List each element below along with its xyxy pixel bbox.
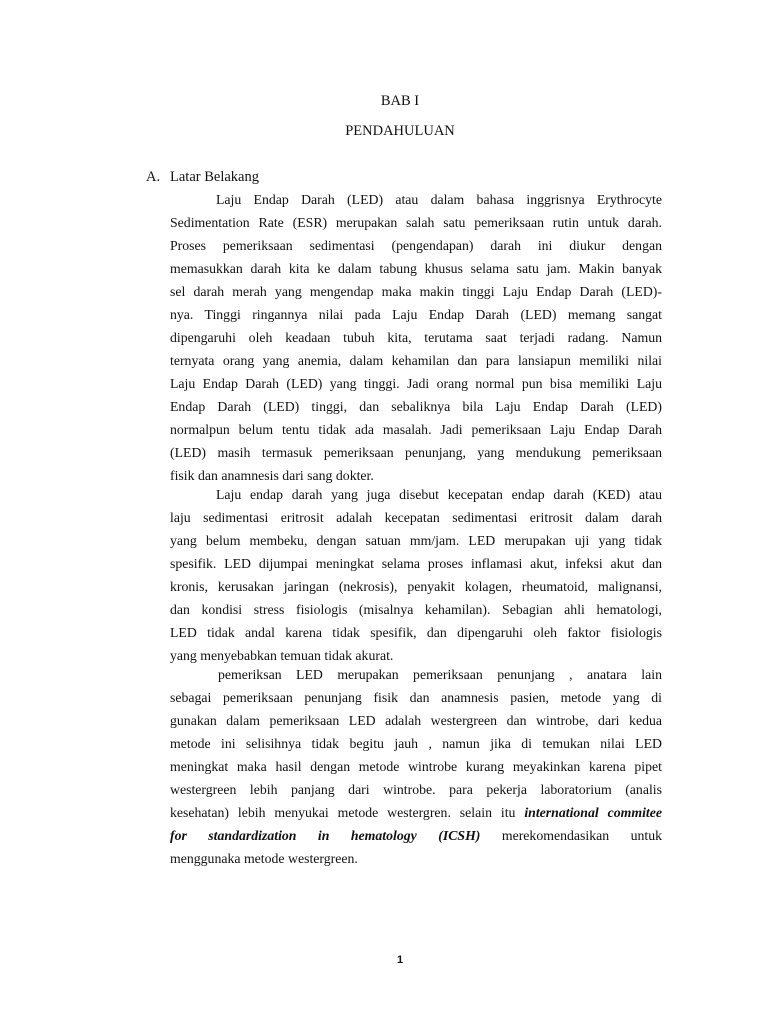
paragraph-line: metode ini selisihnya tidak begitu jauh , namun jika di temukan nilai LED (170, 736, 662, 751)
paragraph-line: dan kondisi stress fisiologis (misalnya kehamilan). Sebagian ahli hematologi, (170, 602, 662, 617)
paragraph-line-text: merekomendasikan untuk (480, 828, 662, 843)
paragraph-line: laju sedimentasi eritrosit adalah kecepatan sedimentasi eritrosit dalam darah (170, 510, 662, 525)
paragraph-line (170, 801, 662, 824)
paragraph-line: Laju endap darah yang juga disebut kecepatan endap darah (KED) atau (216, 487, 662, 502)
paragraph-line: menggunaka metode westergreen. (170, 851, 358, 866)
paragraph-line: gunakan dalam pemeriksaan LED adalah westergreen dan wintrobe, dari kedua (170, 713, 662, 728)
paragraph-line: yang belum membeku, dengan satuan mm/jam. LED merupakan uji yang tidak (170, 533, 662, 548)
paragraph-1 (170, 188, 662, 487)
paragraph-line: fisik dan anamnesis dari sang dokter. (170, 468, 374, 483)
paragraph-line: Endap Darah (LED) tinggi, dan sebaliknya bila Laju Endap Darah (LED) (170, 399, 662, 414)
paragraph-line: normalpun belum tentu tidak ada masalah. Jadi pemeriksaan Laju Endap Darah (170, 422, 662, 437)
section-title: Latar Belakang (170, 169, 259, 185)
paragraph-line (170, 824, 662, 847)
paragraph-line: spesifik. LED dijumpai meningkat selama proses inflamasi akut, infeksi akut dan (170, 556, 662, 571)
section-letter: A. (146, 169, 161, 185)
page-number: 1 (396, 954, 404, 966)
emphasis-text: for standardization in hematology (ICSH) (170, 828, 481, 843)
paragraph-line: meningkat maka hasil dengan metode wintrobe kurang meyakinkan karena pipet (170, 759, 662, 774)
paragraph-line: sebagai pemeriksaan penunjang fisik dan anamnesis pasien, metode yang di (170, 690, 662, 705)
paragraph-line: westergreen lebih panjang dari wintrobe. para pekerja laboratorium (analis (170, 782, 662, 797)
emphasis-text: international commitee (524, 805, 662, 820)
paragraph-line: kronis, kerusakan jaringan (nekrosis), penyakit kolagen, rheumatoid, malignansi, (170, 579, 662, 594)
section-heading (146, 168, 259, 186)
paragraph-3 (170, 663, 662, 870)
paragraph-line: pemeriksan LED merupakan pemeriksaan penunjang , anatara lain (218, 667, 662, 682)
paragraph-line: ternyata orang yang anemia, dalam kehamilan dan para lansiapun memiliki nilai (170, 353, 662, 368)
paragraph-line: sel darah merah yang mengendap maka makin tinggi Laju Endap Darah (LED)- (170, 284, 662, 299)
paragraph-2 (170, 483, 662, 667)
paragraph-line: Laju Endap Darah (LED) atau dalam bahasa inggrisnya Erythrocyte (216, 192, 662, 207)
paragraph-line: nya. Tinggi ringannya nilai pada Laju Endap Darah (LED) memang sangat (170, 307, 662, 322)
paragraph-line: LED tidak andal karena tidak spesifik, dan dipengaruhi oleh faktor fisiologis (170, 625, 662, 640)
paragraph-line: dipengaruhi oleh keadaan tubuh kita, terutama saat terjadi radang. Namun (170, 330, 662, 345)
paragraph-line: Sedimentation Rate (ESR) merupakan salah satu pemeriksaan rutin untuk darah. (170, 215, 662, 230)
paragraph-line-text: kesehatan) lebih menyukai metode westergren. selain itu (170, 805, 525, 820)
chapter-title: PENDAHULUAN (345, 123, 455, 139)
paragraph-line: yang menyebabkan temuan tidak akurat. (170, 648, 394, 663)
chapter-number: BAB I (380, 93, 420, 109)
paragraph-line: memasukkan darah kita ke dalam tabung khusus selama satu jam. Makin banyak (170, 261, 662, 276)
paragraph-line: Laju Endap Darah (LED) yang tinggi. Jadi orang normal pun bisa memiliki Laju (170, 376, 662, 391)
paragraph-line: Proses pemeriksaan sedimentasi (pengendapan) darah ini diukur dengan (170, 238, 662, 253)
paragraph-line: (LED) masih termasuk pemeriksaan penunjang, yang mendukung pemeriksaan (170, 445, 662, 460)
